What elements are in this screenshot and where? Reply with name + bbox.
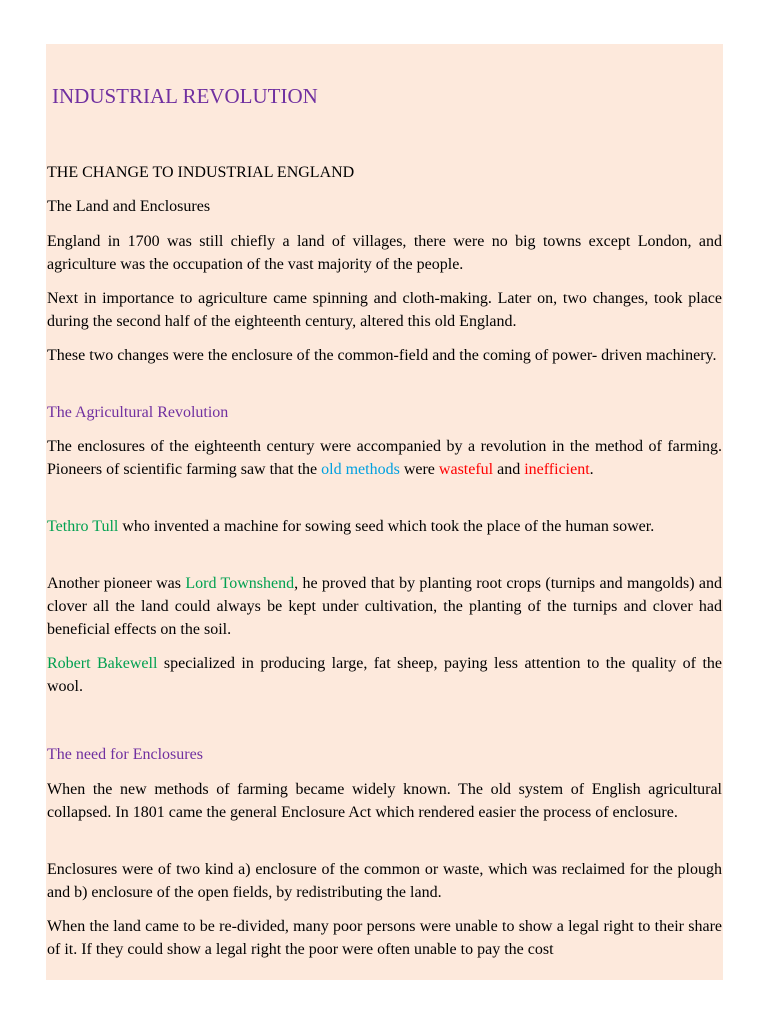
highlight-old-methods: old methods — [321, 461, 400, 478]
document-title: INDUSTRIAL REVOLUTION — [52, 84, 318, 108]
name-tethro-tull: Tethro Tull — [47, 518, 119, 535]
p4-text-a: The enclosures of the eighteenth century were accompanied by a revolution in the method of farming. Pioneers of scientific farming saw that the — [47, 438, 722, 478]
paragraph-8: When the new methods of farming became widely known. The old system of English agricultural collapsed. In 1801 came the general Enclosure Act which rendered easier the process of enclosure. — [47, 781, 722, 821]
heading-agricultural: The Agricultural Revolution — [47, 404, 229, 421]
p4-text-c: and — [493, 461, 525, 478]
paragraph-7 — [47, 652, 722, 698]
paragraph-2: Next in importance to agriculture came spinning and cloth-making. Later on, two changes, took place during the second half of the eighteenth century, altered this old England. — [47, 290, 722, 330]
paragraph-6 — [47, 572, 722, 641]
paragraph-1: England in 1700 was still chiefly a land of villages, there were no big towns except London, and agriculture was the occupation of the vast majority of the people. — [47, 233, 722, 273]
highlight-wasteful: wasteful — [438, 461, 494, 478]
name-robert-bakewell: Robert Bakewell — [47, 655, 158, 672]
p7-text: specialized in producing large, fat sheep, paying less attention to the quality of the wool. — [47, 655, 723, 695]
p6-text-b: , he proved that by planting root crops (turnips and mangolds) and clover all the land could always be kept under cultivation, the planting of the turnips and clover had beneficial effects on the soil. — [47, 575, 722, 638]
paragraph-5 — [47, 515, 722, 538]
heading-need-enclosures: The need for Enclosures — [47, 746, 203, 763]
p6-text-a: Another pioneer was — [47, 575, 186, 592]
paragraph-4 — [47, 435, 722, 481]
p4-text-d: . — [589, 461, 594, 478]
paragraph-3: These two changes were the enclosure of the common-field and the coming of power- driven machinery. — [47, 347, 717, 364]
p4-text-b: were — [399, 461, 439, 478]
p5-text: who invented a machine for sowing seed which took the place of the human sower. — [118, 518, 655, 535]
heading-land: The Land and Enclosures — [47, 198, 211, 215]
heading-main: THE CHANGE TO INDUSTRIAL ENGLAND — [47, 164, 355, 181]
highlight-inefficient: inefficient — [524, 461, 590, 478]
paragraph-9: Enclosures were of two kind a) enclosure of the common or waste, which was reclaimed for the plough and b) enclosure of the open fields, by redistributing the land. — [47, 861, 722, 901]
name-lord-townshend: Lord Townshend — [185, 575, 295, 592]
document-page — [46, 44, 723, 980]
paragraph-10: When the land came to be re-divided, many poor persons were unable to show a legal right to their share of it. If they could show a legal right the poor were often unable to pay the cost — [47, 918, 722, 958]
